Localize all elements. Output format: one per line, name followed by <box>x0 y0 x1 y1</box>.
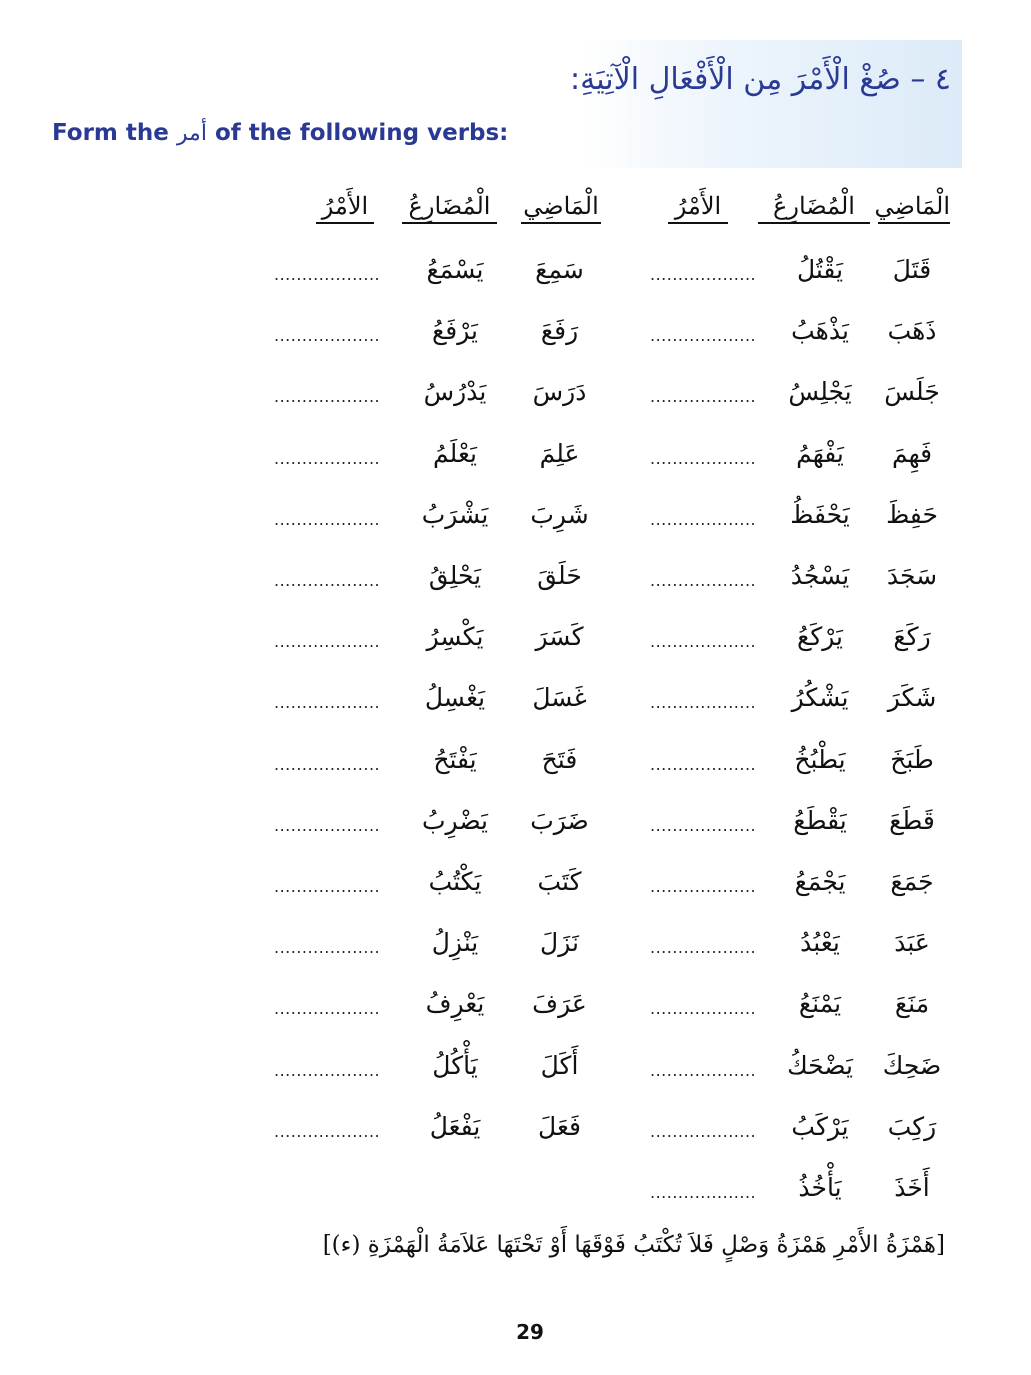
left-imperative-blank[interactable]: ................... <box>274 632 381 652</box>
right-imperative-blank[interactable]: ................... <box>650 571 757 590</box>
right-past-verb: رَكِبَ <box>887 1111 937 1141</box>
left-imperative-blank[interactable]: ................... <box>274 448 381 468</box>
title-en-before: Form the <box>52 120 169 146</box>
right-past-verb: جَمَعَ <box>890 867 934 896</box>
right-imperative-blank[interactable]: ................... <box>650 448 757 468</box>
left-imperative-blank[interactable]: ................... <box>274 509 381 529</box>
right-present-verb: يَعْبُدُ <box>800 928 840 958</box>
left-imperative-blank[interactable]: ................... <box>274 1060 381 1080</box>
right-present-verb: يَرْكَعُ <box>797 622 843 652</box>
left-past-verb: حَلَقَ <box>537 561 582 590</box>
right-imperative-blank[interactable]: ................... <box>650 999 757 1019</box>
left-header-past: الْمَاضِي <box>521 192 601 224</box>
left-header-present: الْمُضَارِعُ <box>402 192 497 224</box>
right-past-verb: قَتَلَ <box>892 255 932 284</box>
right-imperative-blank[interactable]: ................... <box>650 509 757 529</box>
title-highlight-band <box>580 40 962 168</box>
right-present-verb: يَجْلِسُ <box>788 377 852 407</box>
right-imperative-blank[interactable]: ................... <box>650 1060 757 1080</box>
left-imperative-blank[interactable]: ................... <box>274 387 381 407</box>
left-past-verb: كَتَبَ <box>537 867 582 896</box>
left-past-verb: فَتَحَ <box>541 744 578 774</box>
left-imperative-blank[interactable]: ................... <box>274 693 381 713</box>
right-past-verb: مَنَعَ <box>894 989 930 1019</box>
right-imperative-blank[interactable]: ................... <box>650 265 757 284</box>
left-present-verb: يَغْسِلُ <box>424 683 486 713</box>
left-past-verb: نَزَلَ <box>540 928 579 958</box>
left-past-verb: سَمِعَ <box>535 255 584 284</box>
left-past-verb: عَرَفَ <box>532 989 587 1019</box>
right-imperative-blank[interactable]: ................... <box>650 1183 757 1202</box>
left-past-verb: رَفَعَ <box>540 316 579 346</box>
right-present-verb: يَحْفَظُ <box>790 499 850 529</box>
right-imperative-blank[interactable]: ................... <box>650 326 757 346</box>
right-imperative-blank[interactable]: ................... <box>650 387 757 407</box>
exercise-title-english <box>52 120 508 146</box>
right-present-verb: يَفْهَمُ <box>796 438 844 468</box>
right-past-verb: سَجَدَ <box>886 561 938 590</box>
right-present-verb: يَأْخُذُ <box>798 1173 842 1202</box>
right-imperative-blank[interactable]: ................... <box>650 693 757 713</box>
right-imperative-blank[interactable]: ................... <box>650 815 757 835</box>
right-past-verb: طَبَخَ <box>890 744 934 774</box>
right-present-verb: يَسْجُدُ <box>790 561 850 590</box>
left-present-verb: يَشْرَبُ <box>421 499 489 529</box>
left-imperative-blank[interactable]: ................... <box>274 571 381 590</box>
right-past-verb: حَفِظَ <box>886 499 938 529</box>
right-imperative-blank[interactable]: ................... <box>650 877 757 896</box>
left-present-verb: يَحْلِقُ <box>428 561 482 590</box>
right-header-imperative: الأَمْرُ <box>668 192 728 224</box>
right-imperative-blank[interactable]: ................... <box>650 632 757 652</box>
left-present-verb: يَكْتُبُ <box>428 867 482 896</box>
hamza-note: [هَمْزَةُ الأَمْرِ هَمْزَةُ وَصْلٍ فَلاَ تُكْتَبُ فَوْقَهَا أَوْ تَحْتَهَا عَلاَمَةُ الْهَمْزَةِ (ء)] <box>322 1232 945 1258</box>
right-present-verb: يَشْكُرُ <box>791 683 849 713</box>
left-imperative-blank[interactable]: ................... <box>274 999 381 1019</box>
right-present-verb: يَجْمَعُ <box>794 867 846 896</box>
left-imperative-blank[interactable]: ................... <box>274 265 381 284</box>
right-present-verb: يَقْتُلُ <box>796 255 844 284</box>
left-imperative-blank[interactable]: ................... <box>274 1121 381 1141</box>
page-number: 29 <box>516 1320 544 1344</box>
left-past-verb: ضَرَبَ <box>530 805 589 835</box>
right-past-verb: عَبَدَ <box>894 928 930 958</box>
right-imperative-blank[interactable]: ................... <box>650 938 757 958</box>
right-present-verb: يَمْنَعُ <box>798 989 842 1019</box>
right-present-verb: يَضْحَكُ <box>787 1050 853 1080</box>
left-present-verb: يَسْمَعُ <box>426 255 484 284</box>
left-past-verb: كَسَرَ <box>535 622 584 652</box>
right-imperative-blank[interactable]: ................... <box>650 754 757 774</box>
right-past-verb: جَلَسَ <box>884 377 940 407</box>
right-past-verb: أَخَذَ <box>894 1173 930 1202</box>
left-imperative-blank[interactable]: ................... <box>274 938 381 958</box>
left-imperative-blank[interactable]: ................... <box>274 754 381 774</box>
title-en-after: of the following verbs: <box>214 120 509 146</box>
left-present-verb: يَنْزِلُ <box>431 928 479 958</box>
right-past-verb: فَهِمَ <box>891 438 933 468</box>
right-past-verb: رَكَعَ <box>893 622 931 652</box>
left-present-verb: يَكْسِرُ <box>426 622 484 652</box>
right-past-verb: ضَحِكَ <box>882 1050 942 1080</box>
right-present-verb: يَطْبُخُ <box>794 744 846 774</box>
right-past-verb: ذَهَبَ <box>887 316 937 346</box>
left-past-verb: شَرِبَ <box>530 499 589 529</box>
exercise-title-arabic: ٤ – صُغْ الْأَمْرَ مِن الْأَفْعَالِ الْآتِيَةِ: <box>570 62 951 97</box>
right-past-verb: شَكَرَ <box>887 683 937 713</box>
left-imperative-blank[interactable]: ................... <box>274 815 381 835</box>
left-present-verb: يَعْرِفُ <box>425 989 485 1019</box>
right-present-verb: يَقْطَعُ <box>793 805 847 835</box>
left-present-verb: يَرْفَعُ <box>431 316 478 346</box>
left-present-verb: يَفْتَحُ <box>433 744 477 774</box>
left-imperative-blank[interactable]: ................... <box>274 877 381 896</box>
right-present-verb: يَذْهَبُ <box>791 316 849 346</box>
left-past-verb: دَرَسَ <box>532 377 587 407</box>
left-header-imperative: الأَمْرُ <box>316 192 374 224</box>
left-imperative-blank[interactable]: ................... <box>274 326 381 346</box>
left-past-verb: غَسَلَ <box>532 683 587 713</box>
right-present-verb: يَرْكَبُ <box>791 1111 849 1141</box>
title-en-arabic-word: أمر <box>176 121 207 146</box>
left-past-verb: عَلِمَ <box>539 438 580 468</box>
right-header-past: الْمَاضِي <box>878 192 950 224</box>
right-imperative-blank[interactable]: ................... <box>650 1121 757 1141</box>
left-past-verb: فَعَلَ <box>538 1111 581 1141</box>
left-present-verb: يَفْعَلُ <box>429 1111 481 1141</box>
left-past-verb: أَكَلَ <box>540 1050 579 1080</box>
left-present-verb: يَدْرُسُ <box>423 377 487 407</box>
right-header-present: الْمُضَارِعُ <box>758 192 870 224</box>
left-present-verb: يَضْرِبُ <box>422 805 488 835</box>
left-present-verb: يَأْكُلُ <box>432 1050 478 1080</box>
left-present-verb: يَعْلَمُ <box>433 438 477 468</box>
right-past-verb: قَطَعَ <box>889 805 935 835</box>
